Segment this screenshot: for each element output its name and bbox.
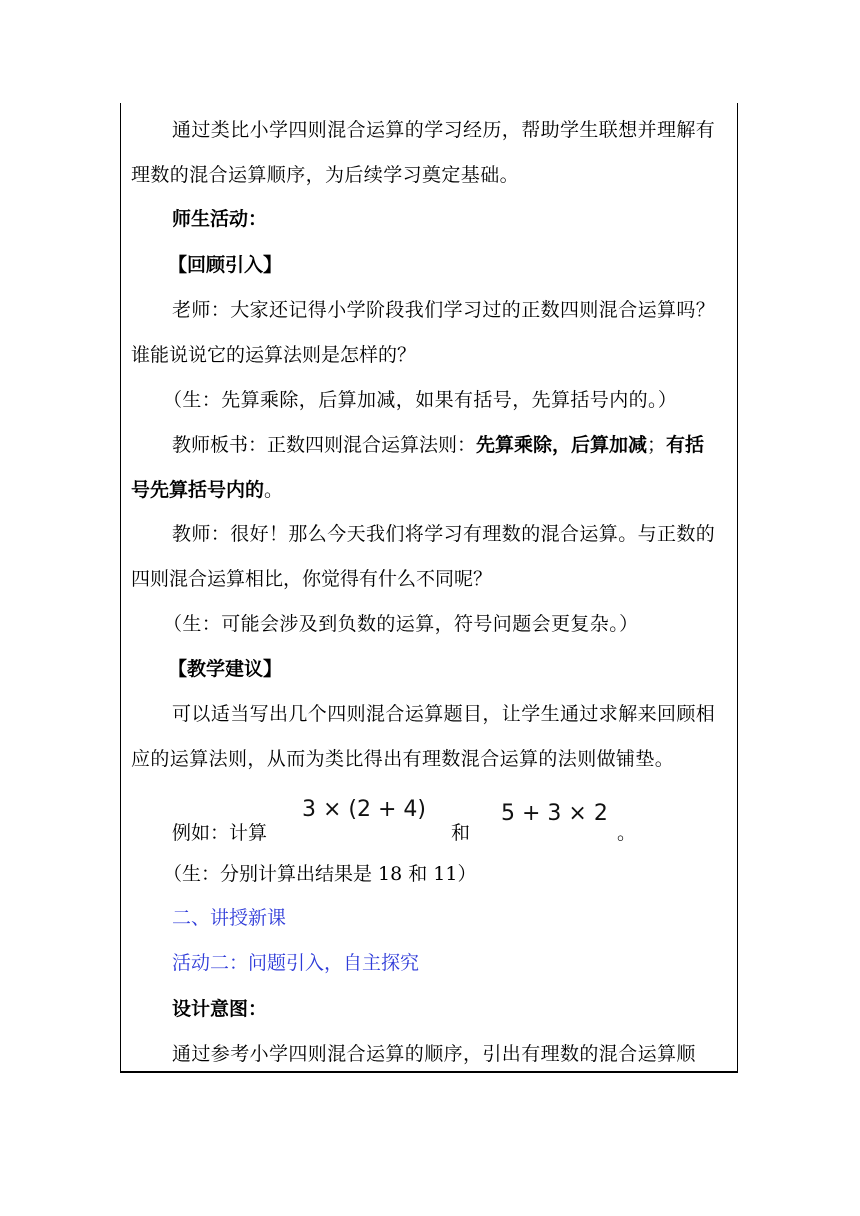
teacher-question-line-1: 老师：大家还记得小学阶段我们学习过的正数四则混合运算吗？ (172, 299, 716, 321)
student-answer-3: （生：分别计算出结果是 18 和 11） (163, 863, 477, 885)
teacher-response-line-1: 教师：很好！那么今天我们将学习有理数的混合运算。与正数的 (172, 523, 716, 545)
student-answer-1: （生：先算乘除，后算加减，如果有括号，先算括号内的。） (163, 389, 678, 411)
example-and: 和 (451, 822, 471, 844)
suggest-line-2: 应的运算法则，从而为类比得出有理数混合运算的法则做铺垫。 (131, 748, 675, 770)
board-rule-b2: 号先算括号内的 (131, 479, 265, 501)
activity-2-title: 活动二：问题引入，自主探究 (172, 952, 420, 974)
board-rule-b1: 有括 (666, 434, 705, 456)
board-rule-line-1 (172, 433, 704, 457)
teacher-question-line-2: 谁能说说它的运算法则是怎样的？ (131, 344, 417, 366)
heading-suggest: 【教学建议】 (168, 658, 283, 680)
example-end: 。 (617, 822, 637, 844)
board-end: 。 (264, 479, 284, 501)
example-expression-2: 5 + 3 × 2 (501, 801, 608, 826)
intent-line-2: 理数的混合运算顺序，为后续学习奠定基础。 (131, 164, 520, 186)
student-answer-2: （生：可能会涉及到负数的运算，符号问题会更复杂。） (163, 613, 639, 635)
intent-line-1: 通过类比小学四则混合运算的学习经历，帮助学生联想并理解有 (172, 119, 716, 141)
teacher-response-line-2: 四则混合运算相比，你觉得有什么不同呢？ (131, 568, 493, 590)
heading-review: 【回顾引入】 (168, 254, 283, 276)
board-rule-line-2 (131, 478, 283, 502)
example-prefix: 例如：计算 (172, 822, 268, 844)
board-rule-a: 先算乘除，后算加减 (476, 434, 648, 456)
heading-activity: 师生活动： (172, 208, 268, 230)
suggest-line-1: 可以适当写出几个四则混合运算题目，让学生通过求解来回顾相 (172, 703, 716, 725)
design-intent-line-1: 通过参考小学四则混合运算的顺序，引出有理数的混合运算顺 (172, 1043, 696, 1065)
example-expression-1: 3 × (2 + 4) (302, 797, 426, 822)
heading-design-intent: 设计意图： (172, 998, 268, 1020)
board-sep: ； (647, 434, 667, 456)
section-heading-2: 二、讲授新课 (172, 907, 287, 929)
board-prefix: 教师板书：正数四则混合运算法则： (172, 434, 477, 456)
